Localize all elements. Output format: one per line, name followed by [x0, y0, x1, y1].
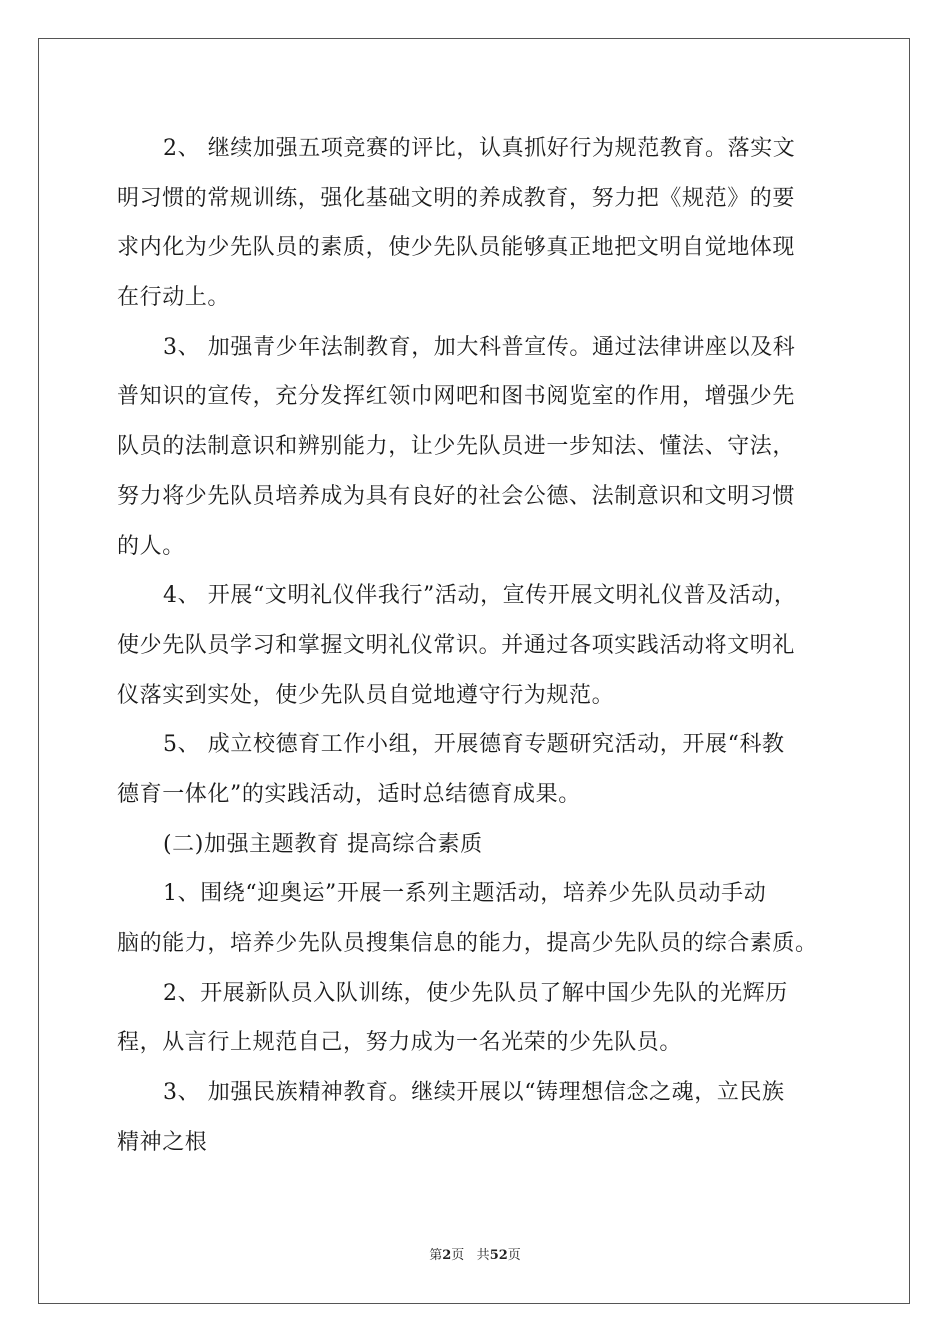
total-label-prefix: 共 [476, 1248, 490, 1263]
paragraph-line: 脑的能力，培养少先队员搜集信息的能力，提高少先队员的综合素质。 [117, 931, 818, 956]
paragraph-line: 使少先队员学习和掌握文明礼仪常识。并通过各项实践活动将文明礼 [117, 632, 796, 658]
paragraph-line: 1、围绕“迎奥运”开展一系列主题活动，培养少先队员动手动 [163, 881, 767, 907]
paragraph-line: 明习惯的常规训练，强化基础文明的养成教育，努力把《规范》的要 [117, 185, 796, 211]
paragraph-line: 程，从言行上规范自己，努力成为一名光荣的少先队员。 [117, 1030, 683, 1056]
paragraph-line: 普知识的宣传，充分发挥红领巾网吧和图书阅览室的作用，增强少先 [117, 384, 796, 410]
total-label-suffix: 页 [507, 1248, 521, 1263]
paragraph-line: 2、开展新队员入队训练，使少先队员了解中国少先队的光辉历 [163, 980, 788, 1006]
total-pages: 52 [489, 1248, 508, 1263]
page-number: 2 [442, 1248, 452, 1263]
paragraph-line: 在行动上。 [117, 285, 231, 311]
page-footer [0, 1244, 950, 1263]
paragraph-line: 5、 成立校德育工作小组，开展德育专题研究活动，开展“科教 [163, 732, 785, 758]
paragraph-line: 德育一体化”的实践活动，适时总结德育成果。 [117, 781, 581, 807]
page-label-prefix: 第 [429, 1248, 443, 1263]
paragraph-line: 4、 开展“文明礼仪伴我行”活动，宣传开展文明礼仪普及活动， [163, 583, 797, 609]
paragraph-line: 的人。 [117, 533, 185, 559]
paragraph-line: 3、 加强青少年法制教育，加大科普宣传。通过法律讲座以及科 [163, 334, 796, 360]
paragraph-line: 努力将少先队员培养成为具有良好的社会公德、法制意识和文明习惯 [117, 483, 796, 509]
document-body [117, 124, 835, 1167]
paragraph-line: 求内化为少先队员的素质，使少先队员能够真正地把文明自觉地体现 [117, 235, 796, 261]
paragraph-line: 队员的法制意识和辨别能力，让少先队员进一步知法、懂法、守法， [117, 434, 796, 460]
paragraph-line: 2、 继续加强五项竞赛的评比，认真抓好行为规范教育。落实文 [163, 136, 796, 161]
paragraph-line: 精神之根 [117, 1129, 208, 1155]
page-label-suffix: 页 [451, 1248, 465, 1263]
paragraph-line: 3、 加强民族精神教育。继续开展以“铸理想信念之魂，立民族 [163, 1080, 785, 1106]
section-heading: (二)加强主题教育 提高综合素质 [163, 831, 483, 857]
paragraph-line: 仪落实到实处，使少先队员自觉地遵守行为规范。 [117, 682, 615, 708]
